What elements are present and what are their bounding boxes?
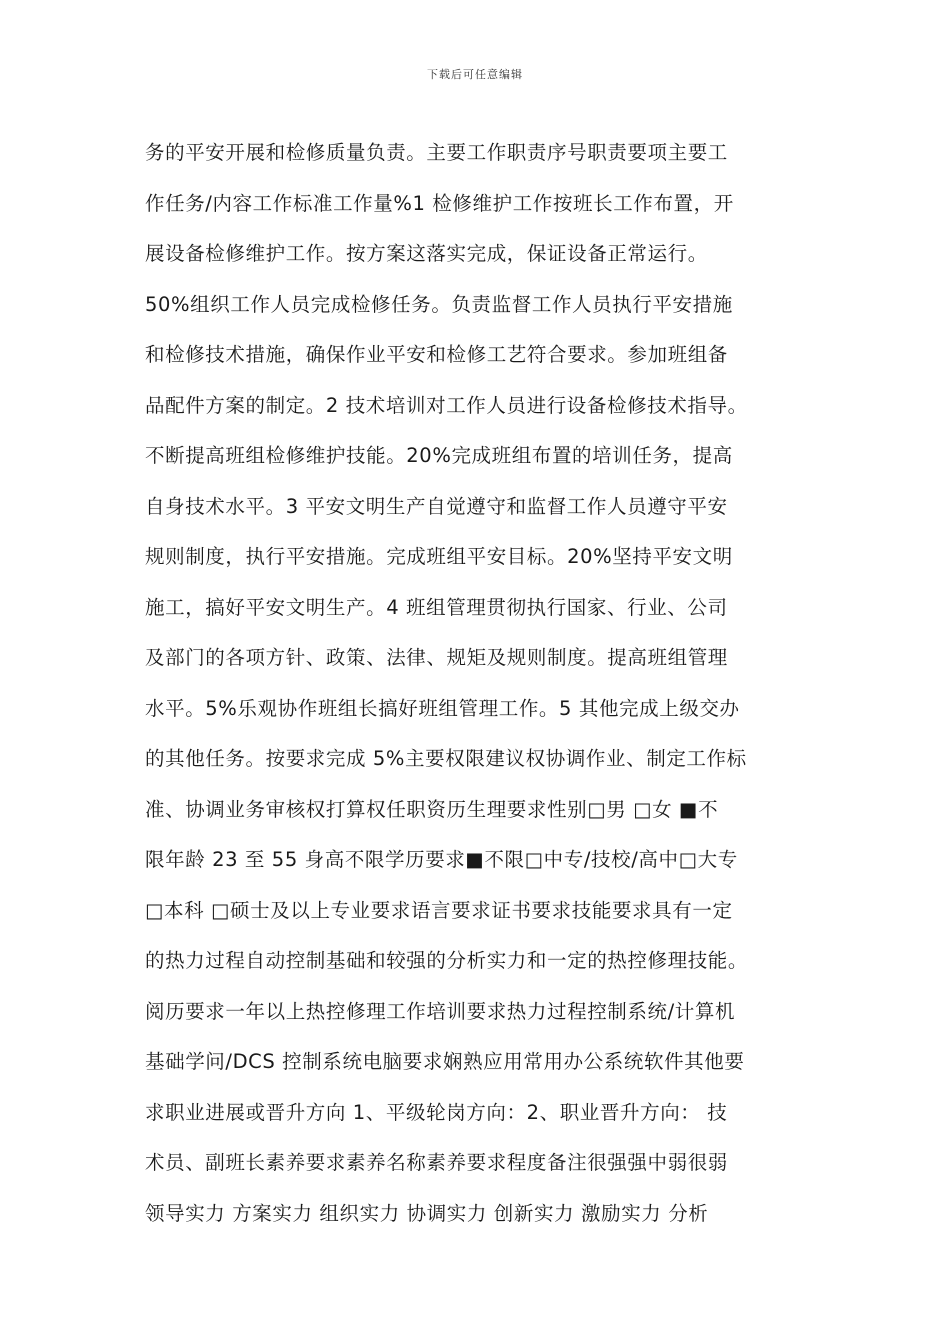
text-line: 领导实力 方案实力 组织实力 协调实力 创新实力 激励实力 分析 <box>145 1201 709 1225</box>
text-line: 准、协调业务审核权打算权任职资历生理要求性别□男 □女 ■不 <box>145 797 719 821</box>
text-line: 品配件方案的制定。2 技术培训对工作人员进行设备检修技术指导。 <box>145 393 748 417</box>
text-line: 规则制度，执行平安措施。完成班组平安目标。20%坚持平安文明 <box>145 545 733 568</box>
text-line: 和检修技术措施，确保作业平安和检修工艺符合要求。参加班组备 <box>145 343 728 366</box>
text-line: 展设备检修维护工作。按方案这落实完成，保证设备正常运行。 <box>145 242 708 265</box>
text-line: □本科 □硕士及以上专业要求语言要求证书要求技能要求具有一定 <box>145 898 733 922</box>
text-line: 的其他任务。按要求完成 5%主要权限建议权协调作业、制定工作标 <box>145 747 747 770</box>
text-line: 及部门的各项方针、政策、法律、规矩及规则制度。提高班组管理 <box>145 646 728 669</box>
text-line: 自身技术水平。3 平安文明生产自觉遵守和监督工作人员遵守平安 <box>145 494 728 518</box>
text-line: 限年龄 23 至 55 身高不限学历要求■不限□中专/技校/高中□大专 <box>145 848 738 871</box>
text-line: 阅历要求一年以上热控修理工作培训要求热力过程控制系统/计算机 <box>145 999 736 1023</box>
text-line: 基础学问/DCS 控制系统电脑要求娴熟应用常用办公系统软件其他要 <box>145 1050 745 1073</box>
text-line: 术员、副班长素养要求素养名称素养要求程度备注很强强中弱很弱 <box>145 1151 728 1174</box>
text-line: 施工，搞好平安文明生产。4 班组管理贯彻执行国家、行业、公司 <box>145 595 728 619</box>
page-header: 下载后可任意编辑 <box>427 68 523 81</box>
text-line: 务的平安开展和检修质量负责。主要工作职责序号职责要项主要工 <box>145 141 728 164</box>
text-line: 不断提高班组检修维护技能。20%完成班组布置的培训任务，提高 <box>145 444 733 467</box>
text-line: 求职业进展或晋升方向 1、平级轮岗方向：2、职业晋升方向： 技 <box>145 1100 728 1124</box>
text-line: 作任务/内容工作标准工作量%1 检修维护工作按班长工作布置，开 <box>145 191 734 215</box>
body-text <box>145 128 825 1239</box>
text-line: 水平。5%乐观协作班组长搞好班组管理工作。5 其他完成上级交办 <box>145 696 740 720</box>
text-line: 的热力过程自动控制基础和较强的分析实力和一定的热控修理技能。 <box>145 949 749 972</box>
text-line: 50%组织工作人员完成检修任务。负责监督工作人员执行平安措施 <box>145 292 733 316</box>
